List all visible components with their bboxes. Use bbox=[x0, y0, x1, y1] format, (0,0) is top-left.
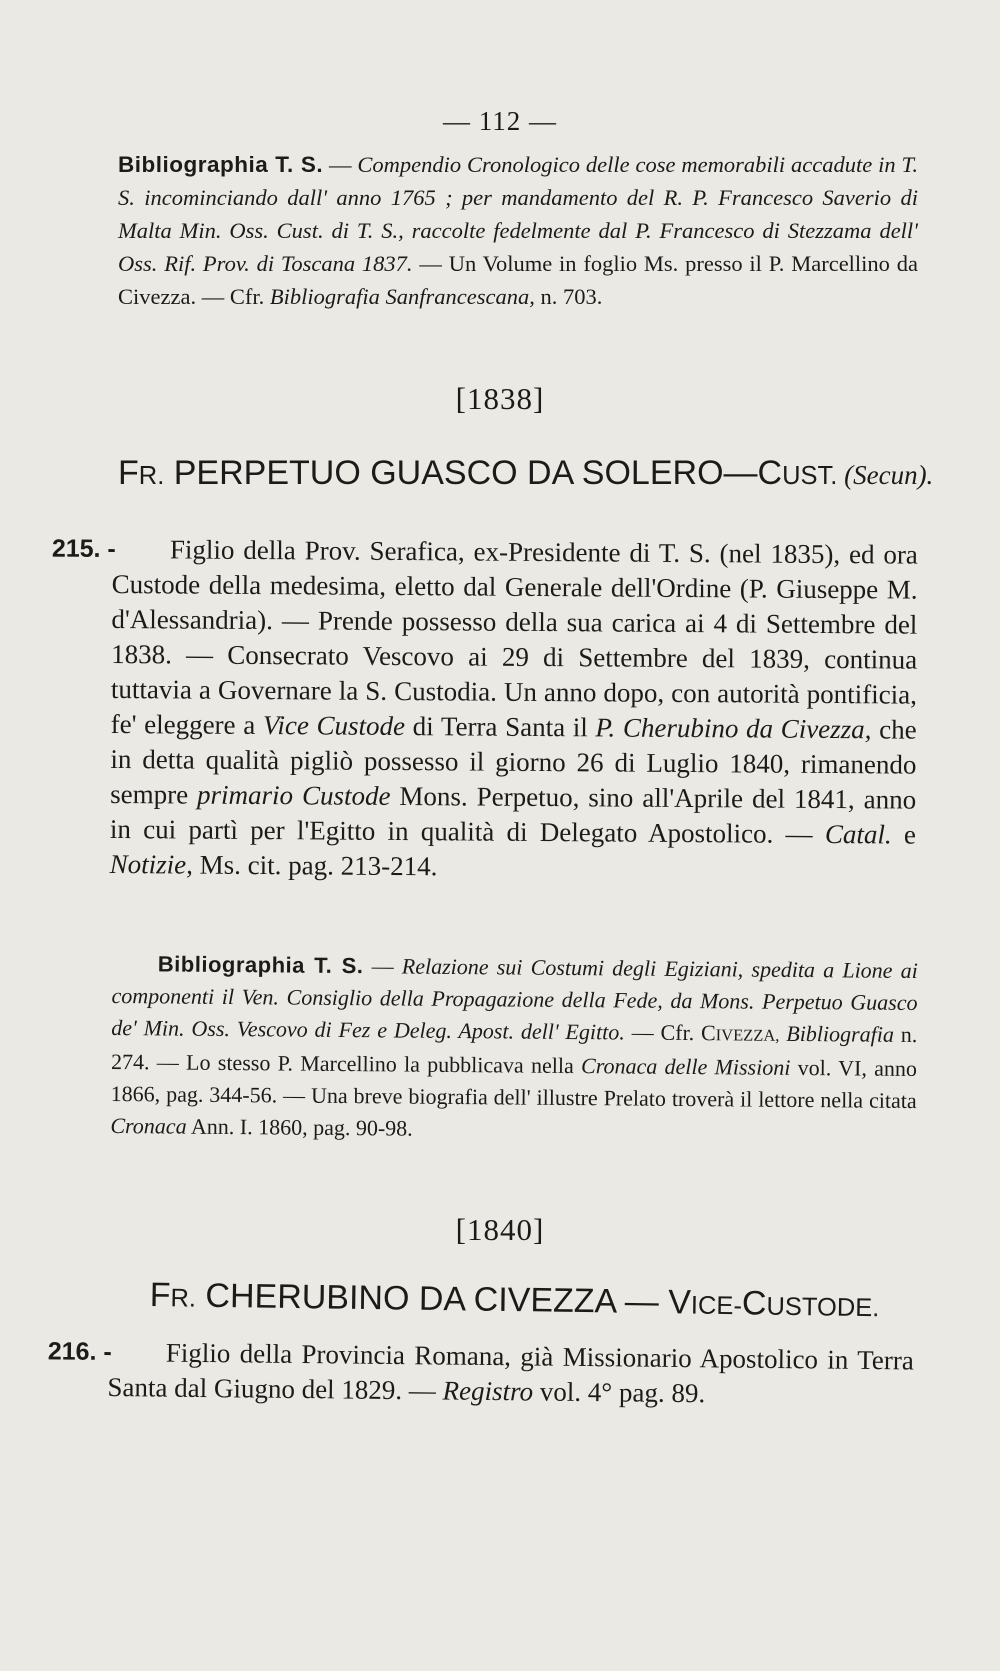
note-text: n. 274. — Lo stesso P. Marcellino la pubblicava nella bbox=[110, 1021, 918, 1079]
page-number: — 112 — bbox=[443, 106, 557, 136]
title-prefix-smallcaps: R. bbox=[138, 462, 165, 490]
entry-text: vol. 4° pag. 89. bbox=[532, 1376, 706, 1409]
work-title: Relazione sui Costumi degli Egiziani, spedita a Lione ai componenti il Ven. Consiglio della Propagazione della Fede, da Mons. Perpetuo Guasco de' Min. Oss. Vescovo di Fez e Deleg. Apost. dell' Egitto. bbox=[111, 953, 918, 1045]
bibliography-note-2 bbox=[110, 948, 918, 1149]
entry-text: Ms. cit. pag. 213-214. bbox=[192, 849, 438, 882]
dash: — bbox=[323, 152, 358, 177]
dash: — bbox=[723, 454, 758, 492]
entry-text: di Terra Santa il bbox=[404, 711, 596, 743]
dash: — bbox=[615, 1282, 669, 1322]
entry-italic: Vice Custode bbox=[262, 710, 406, 742]
person-name: PERPETUO GUASCO DA SOLERO bbox=[164, 454, 724, 492]
entry-heading-perpetuo bbox=[118, 454, 934, 493]
entry-italic: Catal. bbox=[824, 818, 892, 850]
note-text: — Un Volume in foglio Ms. presso il P. Marcellino da Civezza. — Cfr. bbox=[118, 251, 918, 309]
entry-215 bbox=[51, 532, 918, 888]
office-title: V bbox=[668, 1283, 692, 1322]
note-text: vol. VI, anno 1866, pag. 344-56. — Una breve biografia dell' illustre Prelato troverà il lettore nella citata bbox=[110, 1054, 918, 1114]
entry-number: 216. - bbox=[47, 1337, 112, 1367]
author-name: C bbox=[700, 1020, 716, 1046]
year-heading-1838: [1838] bbox=[455, 381, 545, 416]
year-heading-1840: [1840] bbox=[455, 1212, 545, 1247]
note-text: — Cfr. bbox=[624, 1019, 702, 1046]
dash: — bbox=[363, 953, 402, 979]
note-text: n. 703. bbox=[534, 284, 603, 309]
work-title: Compendio Cronologico delle cose memorabili accadute in T. S. incominciando dall' anno 1765 ; per mandamento del R. P. Francesco Saverio di Malta Min. Oss. Cust. di T. S., raccolte fedelmente dal P. Francesco di Stezzama dell' Oss. Rif. Prov. di Toscana 1837. bbox=[118, 152, 918, 276]
entry-number: 215. - bbox=[51, 534, 116, 564]
office-title-smallcaps: ICE- bbox=[690, 1291, 743, 1321]
note-text: Ann. I. 1860, pag. 90-98. bbox=[186, 1113, 413, 1141]
title-prefix: F bbox=[118, 454, 139, 492]
office-title: C bbox=[757, 454, 783, 492]
bibliography-label: Bibliographia T. S. bbox=[118, 152, 324, 177]
entry-text: che in detta qualità pigliò possesso il giorno 26 di Luglio 1840, rimanendo sempre bbox=[110, 714, 917, 810]
entry-italic: Notizie, bbox=[109, 848, 194, 880]
entry-216 bbox=[47, 1335, 914, 1413]
title-prefix: F bbox=[149, 1276, 171, 1315]
entry-italic: primario Custode bbox=[196, 779, 391, 811]
entry-text: Mons. Perpetuo, sino all'Aprile del 1841, anno in cui partì per l'Egitto in qualità di Delegato Apostolico. — bbox=[109, 780, 917, 849]
office-title-smallcaps: USTODE. bbox=[766, 1292, 880, 1323]
reference-title: Cronaca delle Missioni bbox=[580, 1053, 791, 1080]
heading-note: (Secun). bbox=[837, 460, 934, 490]
entry-italic: P. Cherubino da Civezza, bbox=[595, 712, 872, 745]
author-name-smallcaps: IVEZZA, bbox=[715, 1025, 780, 1045]
title-prefix-smallcaps: R. bbox=[170, 1284, 197, 1313]
person-name: CHERUBINO DA CIVEZZA bbox=[195, 1276, 616, 1321]
bibliography-note-1 bbox=[118, 148, 918, 313]
reference-title: Cronaca bbox=[110, 1112, 187, 1139]
reference-title: Bibliografia bbox=[779, 1020, 894, 1047]
entry-heading-cherubino bbox=[149, 1276, 909, 1326]
entry-italic: Registro bbox=[442, 1375, 534, 1407]
entry-text: Figlio della Prov. Serafica, ex-Presidente di T. S. (nel 1835), ed ora Custode della medesima, eletto dal Generale dell'Ordine (P. Giuseppe M. d'Alessandria). — Prende possesso della sua carica ai 4 di Settembre del 1838. — Consecrato Vescovo ai 29 di Settembre del 1839, continua tuttavia a Governare la S. Custodia. Un anno dopo, con autorità pontificia, fe' eleggere a bbox=[110, 534, 918, 741]
office-title: C bbox=[741, 1284, 767, 1323]
bibliography-label: Bibliographia T. S. bbox=[157, 951, 364, 979]
reference-title: Bibliografia Sanfrancescana, bbox=[269, 284, 535, 309]
entry-text: Figlio della Provincia Romana, già Missionario Apostolico in Terra Santa dal Giugno del 1829. — bbox=[107, 1337, 914, 1406]
entry-text: e bbox=[891, 819, 917, 850]
office-title-smallcaps: UST. bbox=[782, 462, 838, 490]
